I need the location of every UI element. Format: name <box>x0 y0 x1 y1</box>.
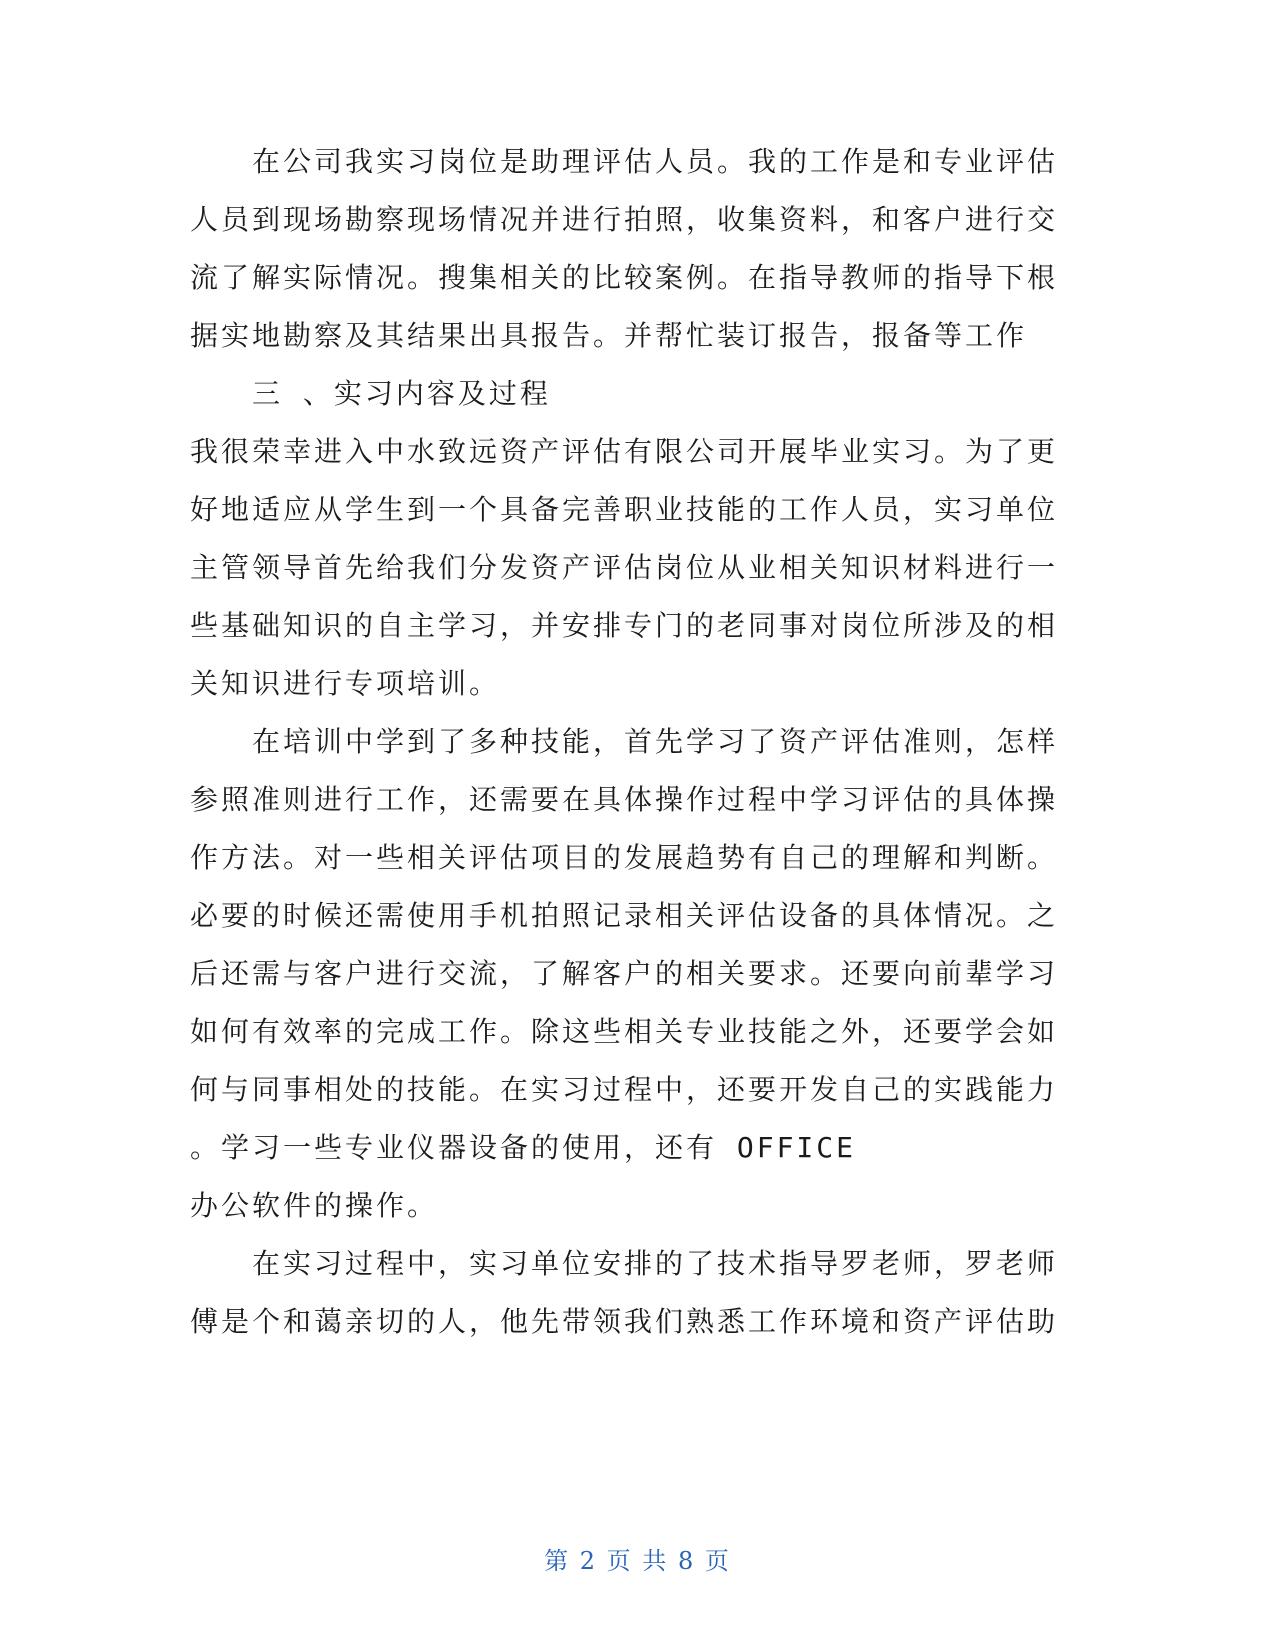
paragraph-1-line-1: 在公司我实习岗位是助理评估人员。我的工作是和专业评估 <box>252 145 1059 178</box>
paragraph-3-line-7: 何与同事相处的技能。在实习过程中，还要开发自己的实践能力 <box>190 1073 1059 1106</box>
paragraph-3-line-2: 参照准则进行工作，还需要在具体操作过程中学习评估的具体操 <box>190 783 1059 816</box>
paragraph-1-line-3: 流了解实际情况。搜集相关的比较案例。在指导教师的指导下根 <box>190 261 1059 294</box>
paragraph-3-line-4: 必要的时候还需使用手机拍照记录相关评估设备的具体情况。之 <box>190 899 1059 932</box>
paragraph-2-line-5: 关知识进行专项培训。 <box>190 667 501 700</box>
page-number-footer: 第 2 页 共 8 页 <box>544 1547 731 1575</box>
paragraph-3-line-6: 如何有效率的完成工作。除这些相关专业技能之外，还要学会如 <box>190 1015 1059 1048</box>
paragraph-1-line-2: 人员到现场勘察现场情况并进行拍照，收集资料，和客户进行交 <box>190 203 1059 236</box>
paragraph-4-line-2: 傅是个和蔼亲切的人，他先带领我们熟悉工作环境和资产评估助 <box>190 1305 1059 1338</box>
paragraph-3-line-1: 在培训中学到了多种技能，首先学习了资产评估准则，怎样 <box>252 725 1059 758</box>
paragraph-2-line-4: 些基础知识的自主学习，并安排专门的老同事对岗位所涉及的相 <box>190 609 1059 642</box>
paragraph-2-line-3: 主管领导首先给我们分发资产评估岗位从业相关知识材料进行一 <box>190 551 1059 584</box>
paragraph-3-line-3: 作方法。对一些相关评估项目的发展趋势有自己的理解和判断。 <box>190 841 1059 874</box>
paragraph-3-line-9: 办公软件的操作。 <box>190 1189 439 1222</box>
paragraph-2-line-1: 我很荣幸进入中水致远资产评估有限公司开展毕业实习。为了更 <box>190 435 1059 468</box>
paragraph-1-line-4: 据实地勘察及其结果出具报告。并帮忙装订报告，报备等工作 <box>190 319 1028 352</box>
paragraph-3-line-8: 。学习一些专业仪器设备的使用，还有 OFFICE <box>190 1131 857 1164</box>
section-heading: 三 、实习内容及过程 <box>252 377 551 410</box>
paragraph-4-line-1: 在实习过程中，实习单位安排的了技术指导罗老师，罗老师 <box>252 1247 1059 1280</box>
paragraph-3-line-5: 后还需与客户进行交流，了解客户的相关要求。还要向前辈学习 <box>190 957 1059 990</box>
paragraph-2-line-2: 好地适应从学生到一个具备完善职业技能的工作人员，实习单位 <box>190 493 1059 526</box>
